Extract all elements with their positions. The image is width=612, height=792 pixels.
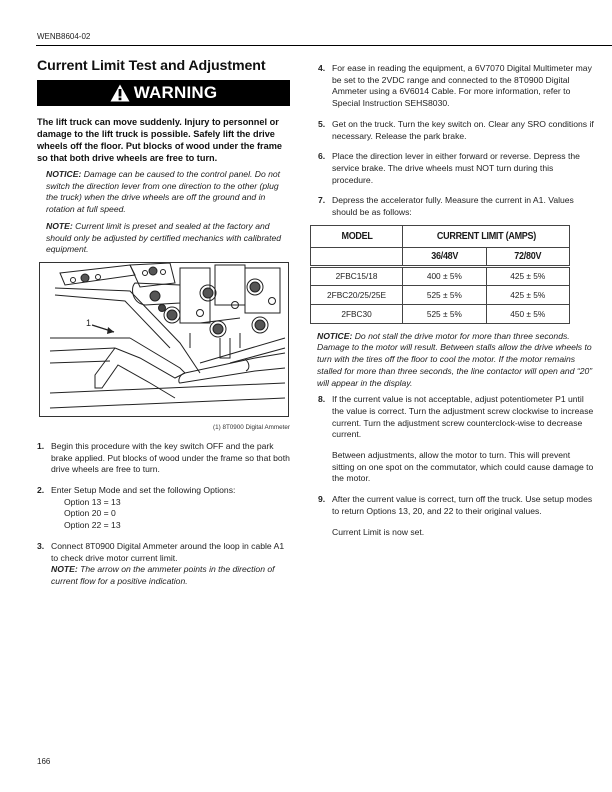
- document-code: WENB8604-02: [37, 32, 91, 41]
- figure-callout: 1: [86, 317, 92, 328]
- cell-36-48v: 400 ± 5%: [403, 266, 486, 285]
- step-number: 2.: [37, 485, 45, 496]
- step-text: Connect 8T0900 Digital Ammeter around the loop in cable A1 to check drive motor current limit.: [51, 540, 285, 563]
- header-divider: [36, 45, 612, 46]
- cell-36-48v: 525 ± 5%: [403, 285, 486, 304]
- figure-caption: (1) 8T0900 Digital Ammeter: [213, 423, 290, 431]
- notice-label: NOTICE:: [46, 169, 82, 179]
- table-row: [311, 266, 570, 285]
- step-4: [318, 63, 594, 110]
- step-text: Get on the truck. Turn the key switch on. Clear any SRO conditions if necessary. Release the park brake.: [332, 118, 594, 141]
- left-column: [37, 58, 290, 597]
- cell-72-80v: 450 ± 5%: [486, 304, 569, 323]
- step-text: Depress the accelerator fully. Measure the current in A1. Values should be as follows:: [332, 195, 574, 218]
- step-number: 8.: [318, 394, 326, 405]
- step-1: [37, 441, 290, 476]
- step-9: [318, 494, 594, 538]
- step-subparagraph: Current Limit is now set.: [332, 526, 425, 537]
- page-number: 166: [37, 757, 51, 766]
- page-title: Current Limit Test and Adjustment: [37, 58, 266, 74]
- table-row: [311, 285, 570, 304]
- warning-triangle-icon: [110, 84, 130, 102]
- col-header-model: MODEL: [314, 225, 399, 247]
- option-22: Option 22 = 13: [64, 520, 121, 531]
- warning-banner: [37, 80, 290, 106]
- step-text: Begin this procedure with the key switch OFF and the park brake applied. Put blocks of wood under the frame so that both drive wheels are free to turn.: [51, 440, 290, 475]
- current-limit-table: [310, 225, 570, 324]
- table-row: [311, 304, 570, 323]
- step-number: 4.: [318, 63, 326, 73]
- cell-72-80v: 425 ± 5%: [486, 285, 569, 304]
- step-5: [318, 119, 594, 142]
- notice-stall-motor: [317, 331, 594, 390]
- col-header-72-80v: 72/80V: [489, 247, 566, 266]
- cell-36-48v: 525 ± 5%: [403, 304, 486, 323]
- right-column: [318, 63, 594, 547]
- step-subparagraph: Between adjustments, allow the motor to turn. This will prevent sitting on one spot on the commutator, which could cause damage to the motor.: [332, 450, 594, 484]
- ammeter-illustration: [39, 262, 289, 417]
- note-text: Current limit is preset and sealed at the factory and should only be adjusted by certified mechanics with calibrated equipment.: [46, 220, 282, 255]
- step-text: Place the direction lever in either forward or reverse. Depress the service brake. The drive wheels must NOT turn during this procedure.: [332, 151, 580, 185]
- notice-control-panel: [46, 169, 290, 216]
- col-header-current-limit: CURRENT LIMIT (AMPS): [409, 225, 563, 247]
- note-label: NOTE:: [46, 220, 73, 231]
- step-8: [318, 394, 594, 485]
- notice-text: Do not stall the drive motor for more than three seconds. Damage to the motor will result. Between stalls allow the drive wheels to turn with the tires off the floor to cool the motor. If the motor remains stalled for more than three seconds, the line contactor will open and “20” will appear in the display.: [317, 330, 593, 388]
- warning-text: The lift truck can move suddenly. Injury to personnel or damage to the lift truck is possible. Safely lift the drive wheels off the floor. Put blocks of wood under the frame so that both drive wheels are free to turn.: [37, 117, 283, 163]
- cell-72-80v: 425 ± 5%: [486, 266, 569, 285]
- cell-model: 2FBC30: [311, 304, 403, 323]
- step-number: 5.: [318, 118, 326, 129]
- notice-label: NOTICE:: [317, 330, 353, 341]
- step-6: [318, 151, 594, 186]
- step-text: For ease in reading the equipment, a 6V7070 Digital Multimeter may be set to the 2VDC range and connected to the 8T0900 Digital Ammeter using a 6V6014 Cable. For more information, refer to Special Instruction SEHS8030.: [332, 63, 592, 109]
- option-13: Option 13 = 13: [64, 496, 121, 507]
- step-number: 7.: [318, 195, 326, 206]
- step-7: [318, 195, 594, 218]
- cell-model: 2FBC20/25/25E: [311, 285, 403, 304]
- step-number: 6.: [318, 151, 326, 162]
- step-2: [37, 485, 290, 532]
- col-header-36-48v: 36/48V: [406, 247, 483, 266]
- col-header-blank: [314, 247, 399, 266]
- step-text: If the current value is not acceptable, adjust potentiometer P1 until the value is correct. Turn the adjustment screw clockwise to increase current. Turn the adjustment screw counterclock-wise to decrease current.: [332, 394, 594, 440]
- step-number: 1.: [37, 440, 45, 451]
- cell-model: 2FBC15/18: [311, 266, 403, 285]
- step-text: After the current value is correct, turn off the truck. Use setup modes to return Options 13, 20, and 22 to their original values.: [332, 494, 593, 516]
- notice-text: Damage can be caused to the control panel. Do not switch the direction lever from one direction to the other (plug the truck) when the drive wheels are off the ground and in rotation at full speed.: [46, 169, 281, 215]
- note-label: NOTE:: [51, 564, 78, 575]
- step-number: 3.: [37, 540, 45, 551]
- step-note: [51, 564, 290, 587]
- warning-label: WARNING: [133, 83, 218, 102]
- step-text: Enter Setup Mode and set the following Options:: [51, 485, 236, 496]
- step-3: [37, 541, 290, 588]
- note-text: The arrow on the ammeter points in the direction of current flow for a positive indication.: [51, 564, 275, 586]
- option-20: Option 20 = 0: [64, 508, 116, 519]
- note-current-limit: [46, 221, 290, 256]
- step-number: 9.: [318, 494, 326, 505]
